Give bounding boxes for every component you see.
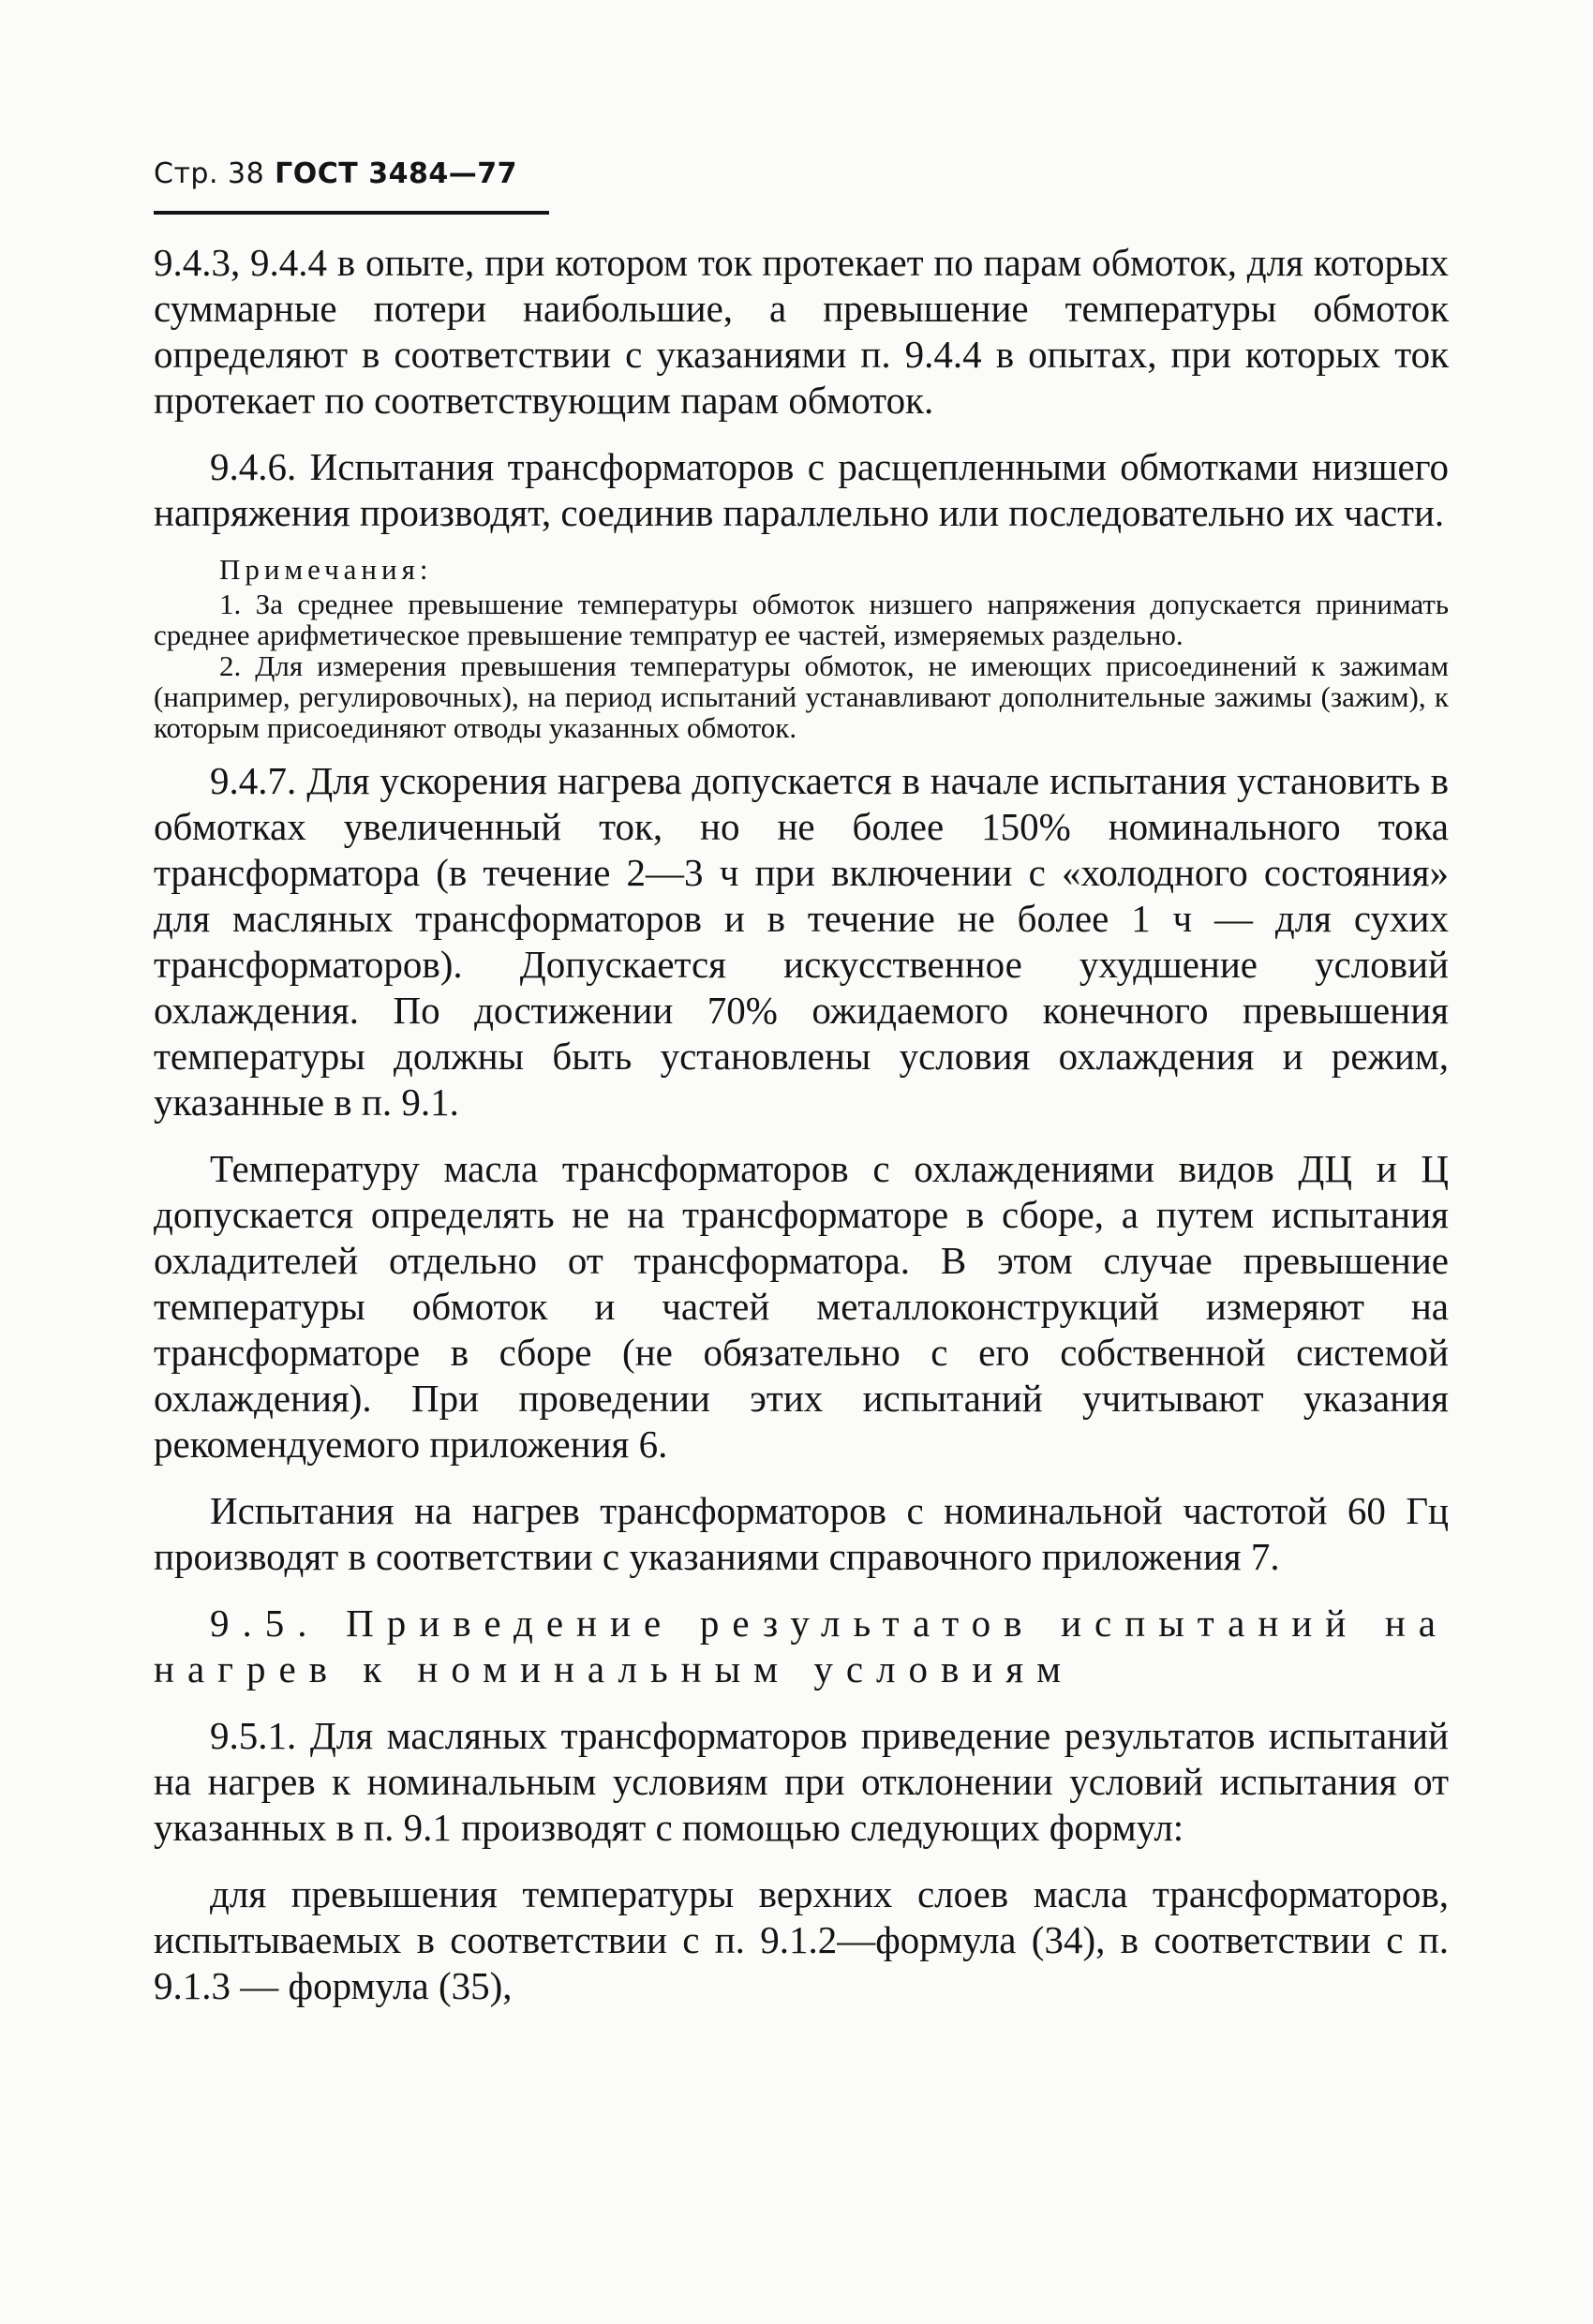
paragraph-formulas: для превышения температуры верхних слоев масла трансформаторов, испытываемых в соответствии с п. 9.1.2—формула (34), в соответствии с п. 9.1.3 — формула (35), <box>154 1872 1449 2007</box>
paragraph-9-5-1: 9.5.1. Для масляных трансформаторов приведение результатов испытаний на нагрев к номинальным условиям при отклонении условий испытания от указанных в п. 9.1 производят с помощью следующих формул: <box>154 1714 1449 1849</box>
header-rule <box>154 211 549 215</box>
note-1: 1. За среднее превышение температуры обмоток низшего напряжения допускается принимать среднее арифметическое превышение темпратур ее частей, измеряемых раздельно. <box>154 588 1449 651</box>
notes-block <box>154 553 1449 743</box>
page-number: Стр. 38 <box>154 157 265 190</box>
paragraph-9-4-5-continuation: 9.4.3, 9.4.4 в опыте, при котором ток протекает по парам обмоток, для которых суммарные потери наибольшие, а превышение температуры обмоток определяют в соответствии с указаниями п. 9.4.4 в опытах, при которых ток протекает по соответствующим парам обмоток. <box>154 241 1449 422</box>
document-body <box>154 240 1449 2009</box>
paragraph-oil-temperature: Температуру масла трансформаторов с охлаждениями видов ДЦ и Ц допускается определять не на трансформаторе в сборе, а путем испытания охладителей отдельно от трансформатора. В этом случае превышение температуры обмоток и частей металлоконструкций измеряют на трансформаторе в сборе (не обязательно с его собственной системой охлаждения). При проведении этих испытаний учитывают указания рекомендуемого приложения 6. <box>154 1147 1449 1466</box>
paragraph-60hz-tests: Испытания на нагрев трансформаторов с номинальной частотой 60 Гц производят в соответствии с указаниями справочного приложения 7. <box>154 1489 1449 1578</box>
notes-title: Примечания: <box>219 553 433 586</box>
section-heading-9-5-line1: 9.5. Приведение результатов испытаний на <box>210 1601 1449 1645</box>
note-2: 2. Для измерения превышения температуры обмоток, не имеющих присоединений к зажимам (например, регулировочных), на период испытаний устанавливают дополнительные зажимы (зажим), к которым присоединяют отводы указанных обмоток. <box>154 649 1449 744</box>
standard-designation: ГОСТ 3484—77 <box>275 157 517 190</box>
page-header <box>154 157 517 190</box>
section-heading-9-5-line2: нагрев к номинальным условиям <box>154 1647 1075 1691</box>
paragraph-9-4-7: 9.4.7. Для ускорения нагрева допускается в начале испытания установить в обмотках увеличенный ток, но не более 150% номинального тока трансформатора (в течение 2—3 ч при включении с «холодного состояния» для масляных трансформаторов и в течение не более 1 ч — для сухих трансформаторов). Допускается искусственное ухудшение условий охлаждения. По достижении 70% ожидаемого конечного превышения температуры должны быть установлены условия охлаждения и режим, указанные в п. 9.1. <box>154 759 1449 1124</box>
paragraph-9-4-6: 9.4.6. Испытания трансформаторов с расщепленными обмотками низшего напряжения производят, соединив параллельно или последовательно их части. <box>154 445 1449 534</box>
